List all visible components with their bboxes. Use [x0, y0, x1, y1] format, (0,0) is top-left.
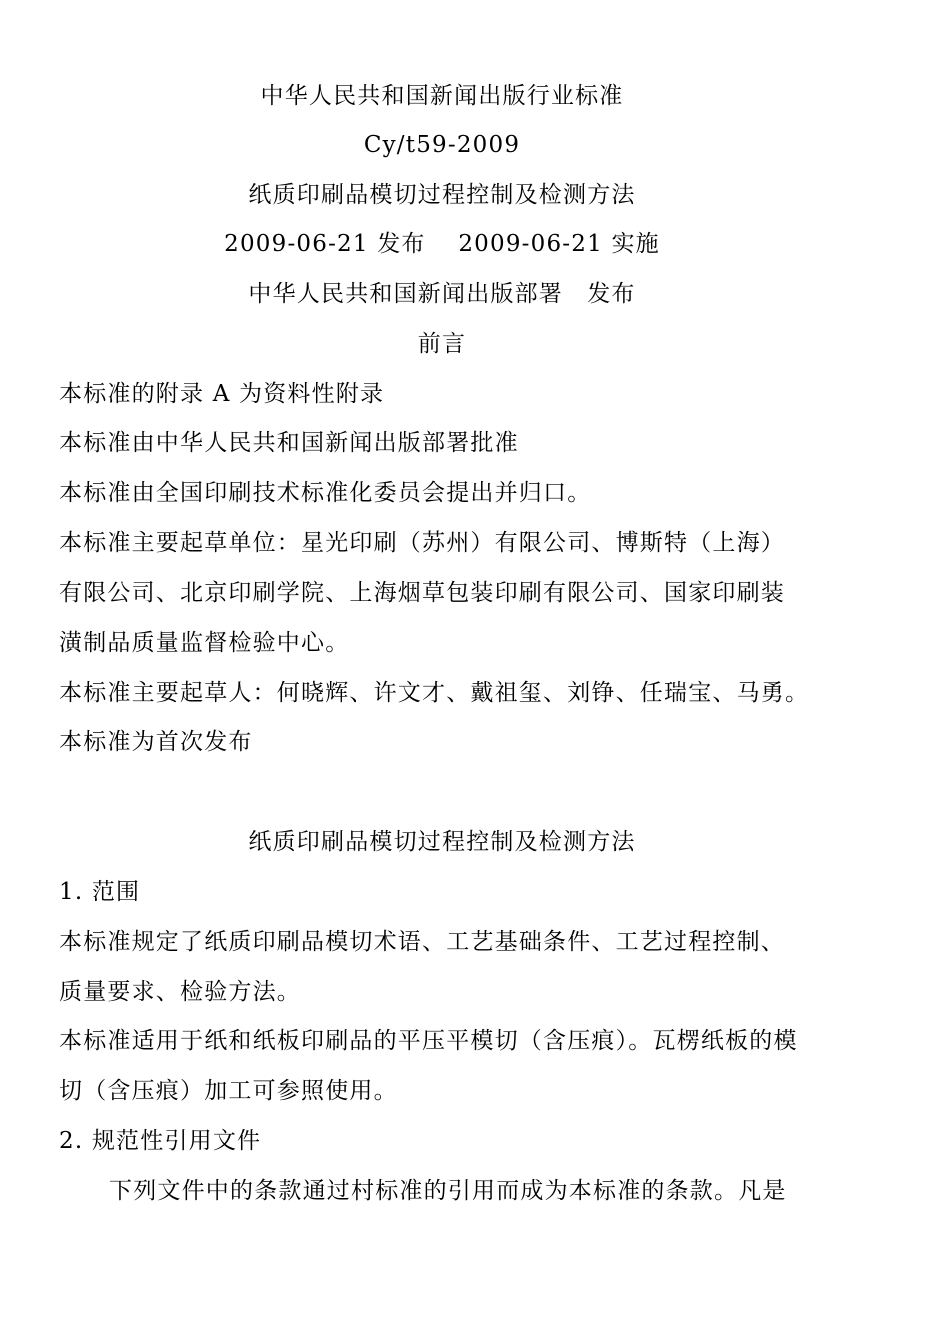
foreword-line: 本标准主要起草人：何晓辉、许文才、戴祖玺、刘铮、任瑞宝、马勇。	[59, 680, 810, 706]
foreword-line: 本标准为首次发布	[59, 729, 253, 755]
section-1-line: 本标准规定了纸质印刷品模切术语、工艺基础条件、工艺过程控制、	[59, 929, 785, 955]
section-2-heading: 2. 规范性引用文件	[59, 1128, 262, 1154]
foreword-line: 本标准由中华人民共和国新闻出版部署批准	[59, 430, 519, 456]
foreword-heading: 前言	[417, 331, 467, 357]
agency-title: 中华人民共和国新闻出版行业标准	[260, 83, 624, 109]
section-1-line: 质量要求、检验方法。	[59, 979, 301, 1005]
publish-dates: 2009-06-21 发布 2009-06-21 实施	[224, 231, 660, 257]
section-2-line: 下列文件中的条款通过村标准的引用而成为本标准的条款。凡是	[109, 1178, 787, 1204]
publisher: 中华人民共和国新闻出版部署 发布	[248, 281, 636, 307]
foreword-line: 本标准由全国印刷技术标准化委员会提出并归口。	[59, 480, 592, 506]
standard-code: Cy/t59-2009	[363, 132, 521, 158]
section-1-line: 本标准适用于纸和纸板印刷品的平压平模切（含压痕）。瓦楞纸板的模	[59, 1028, 798, 1054]
body-title: 纸质印刷品模切过程控制及检测方法	[248, 829, 636, 855]
foreword-line: 本标准的附录 A 为资料性附录	[59, 381, 385, 407]
foreword-line: 本标准主要起草单位：星光印刷（苏州）有限公司、博斯特（上海）	[59, 530, 785, 556]
section-1-line: 切（含压痕）加工可参照使用。	[59, 1078, 398, 1104]
section-1-heading: 1. 范围	[59, 879, 141, 905]
document-title: 纸质印刷品模切过程控制及检测方法	[248, 182, 636, 208]
foreword-line: 有限公司、北京印刷学院、上海烟草包装印刷有限公司、国家印刷装	[59, 580, 785, 606]
foreword-line: 潢制品质量监督检验中心。	[59, 630, 350, 656]
